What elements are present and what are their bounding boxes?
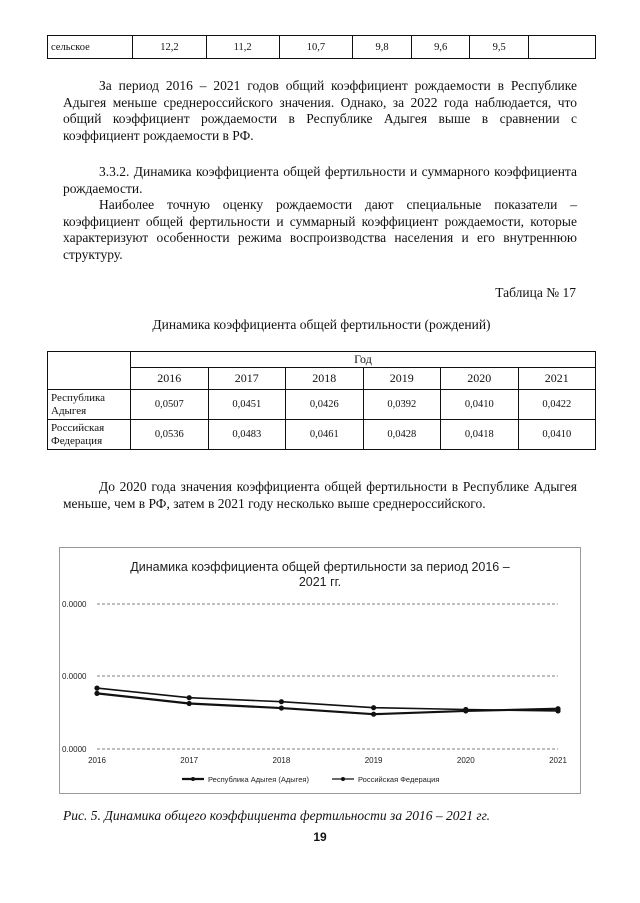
table-cell: 10,7 [279, 36, 353, 59]
paragraph-2: Наиболее точную оценку рождаемости дают специальные показатели – коэффициент общей фертильности и суммарный коэффициент рождаемости, которые характеризуют особенности режима воспроизводства населения и его внутреннюю структуру. [63, 197, 577, 262]
series-line [97, 693, 558, 714]
year-cell: 2019 [363, 368, 441, 390]
fertility-table [47, 351, 596, 450]
table-number: Таблица № 17 [495, 285, 576, 300]
table-row [48, 36, 596, 59]
y-tick-label: 0.0000 [62, 600, 87, 609]
figure-caption: Рис. 5. Динамика общего коэффициента фертильности за 2016 – 2021 гг. [63, 808, 491, 823]
data-point [94, 691, 99, 696]
data-point [279, 705, 284, 710]
table-header-row [48, 352, 596, 368]
legend-marker [341, 777, 345, 781]
data-point [187, 695, 192, 700]
year-cell: 2016 [131, 368, 209, 390]
value-cell: 0,0426 [286, 390, 364, 420]
value-cell: 0,0483 [208, 420, 286, 450]
legend-label: Российская Федерация [358, 775, 440, 784]
data-point [279, 699, 284, 704]
value-cell: 0,0422 [518, 390, 596, 420]
table-cell: 9,5 [470, 36, 529, 59]
paragraph-3: До 2020 года значения коэффициента общей фертильности в Республике Адыгея меньше, чем в РФ, затем в 2021 году несколько выше среднероссийского. [63, 479, 577, 511]
table-row [48, 390, 596, 420]
data-point [555, 708, 560, 713]
x-tick-label: 2017 [180, 756, 199, 765]
data-point [371, 705, 376, 710]
data-point [463, 707, 468, 712]
x-tick-label: 2018 [272, 756, 291, 765]
data-point [94, 686, 99, 691]
year-cell: 2018 [286, 368, 364, 390]
year-cell: 2021 [518, 368, 596, 390]
fertility-chart [59, 547, 581, 794]
section-heading: 3.3.2. Динамика коэффициента общей фертильности и суммарного коэффициента рождаемости. [63, 164, 577, 196]
table-cell: 9,6 [411, 36, 470, 59]
year-header: Год [131, 352, 596, 368]
value-cell: 0,0410 [518, 420, 596, 450]
table-cell-label: сельское [48, 36, 133, 59]
chart-title: Динамика коэффициента общей фертильности за период 2016 – 2021 гг. [130, 560, 510, 589]
table-cell: 11,2 [206, 36, 279, 59]
data-point [187, 701, 192, 706]
chart-plot [60, 548, 580, 793]
table-cell: 12,2 [133, 36, 207, 59]
year-cell: 2017 [208, 368, 286, 390]
data-point [371, 712, 376, 717]
legend-label: Республика Адыгея (Адыгея) [208, 775, 309, 784]
table-row [48, 420, 596, 450]
value-cell: 0,0507 [131, 390, 209, 420]
value-cell: 0,0536 [131, 420, 209, 450]
x-tick-label: 2016 [88, 756, 106, 765]
value-cell: 0,0451 [208, 390, 286, 420]
region-cell: Российская Федерация [48, 420, 131, 450]
table-years-row [48, 368, 596, 390]
year-cell: 2020 [441, 368, 519, 390]
page-number: 19 [313, 830, 327, 844]
value-cell: 0,0392 [363, 390, 441, 420]
value-cell: 0,0461 [286, 420, 364, 450]
table-corner-cell [48, 352, 131, 390]
value-cell: 0,0428 [363, 420, 441, 450]
series-line [97, 688, 558, 711]
top-table-fragment [47, 35, 596, 59]
value-cell: 0,0418 [441, 420, 519, 450]
table-cell [529, 36, 596, 59]
x-tick-label: 2021 [549, 756, 567, 765]
table-caption: Динамика коэффициента общей фертильности (рождений) [152, 317, 491, 332]
value-cell: 0,0410 [441, 390, 519, 420]
region-cell: Республика Адыгея [48, 390, 131, 420]
paragraph-1: За период 2016 – 2021 годов общий коэффициент рождаемости в Республике Адыгея меньше среднероссийского значения. Однако, за 2022 года наблюдается, что общий коэффициент рождаемости в Республике Адыгея выше в сравнении с коэффициент рождаемости в РФ. [63, 78, 577, 143]
legend-marker [191, 777, 195, 781]
y-tick-label: 0.0000 [62, 745, 87, 754]
table-cell: 9,8 [353, 36, 412, 59]
x-tick-label: 2020 [456, 756, 475, 765]
x-tick-label: 2019 [364, 756, 383, 765]
y-tick-label: 0.0000 [62, 672, 87, 681]
